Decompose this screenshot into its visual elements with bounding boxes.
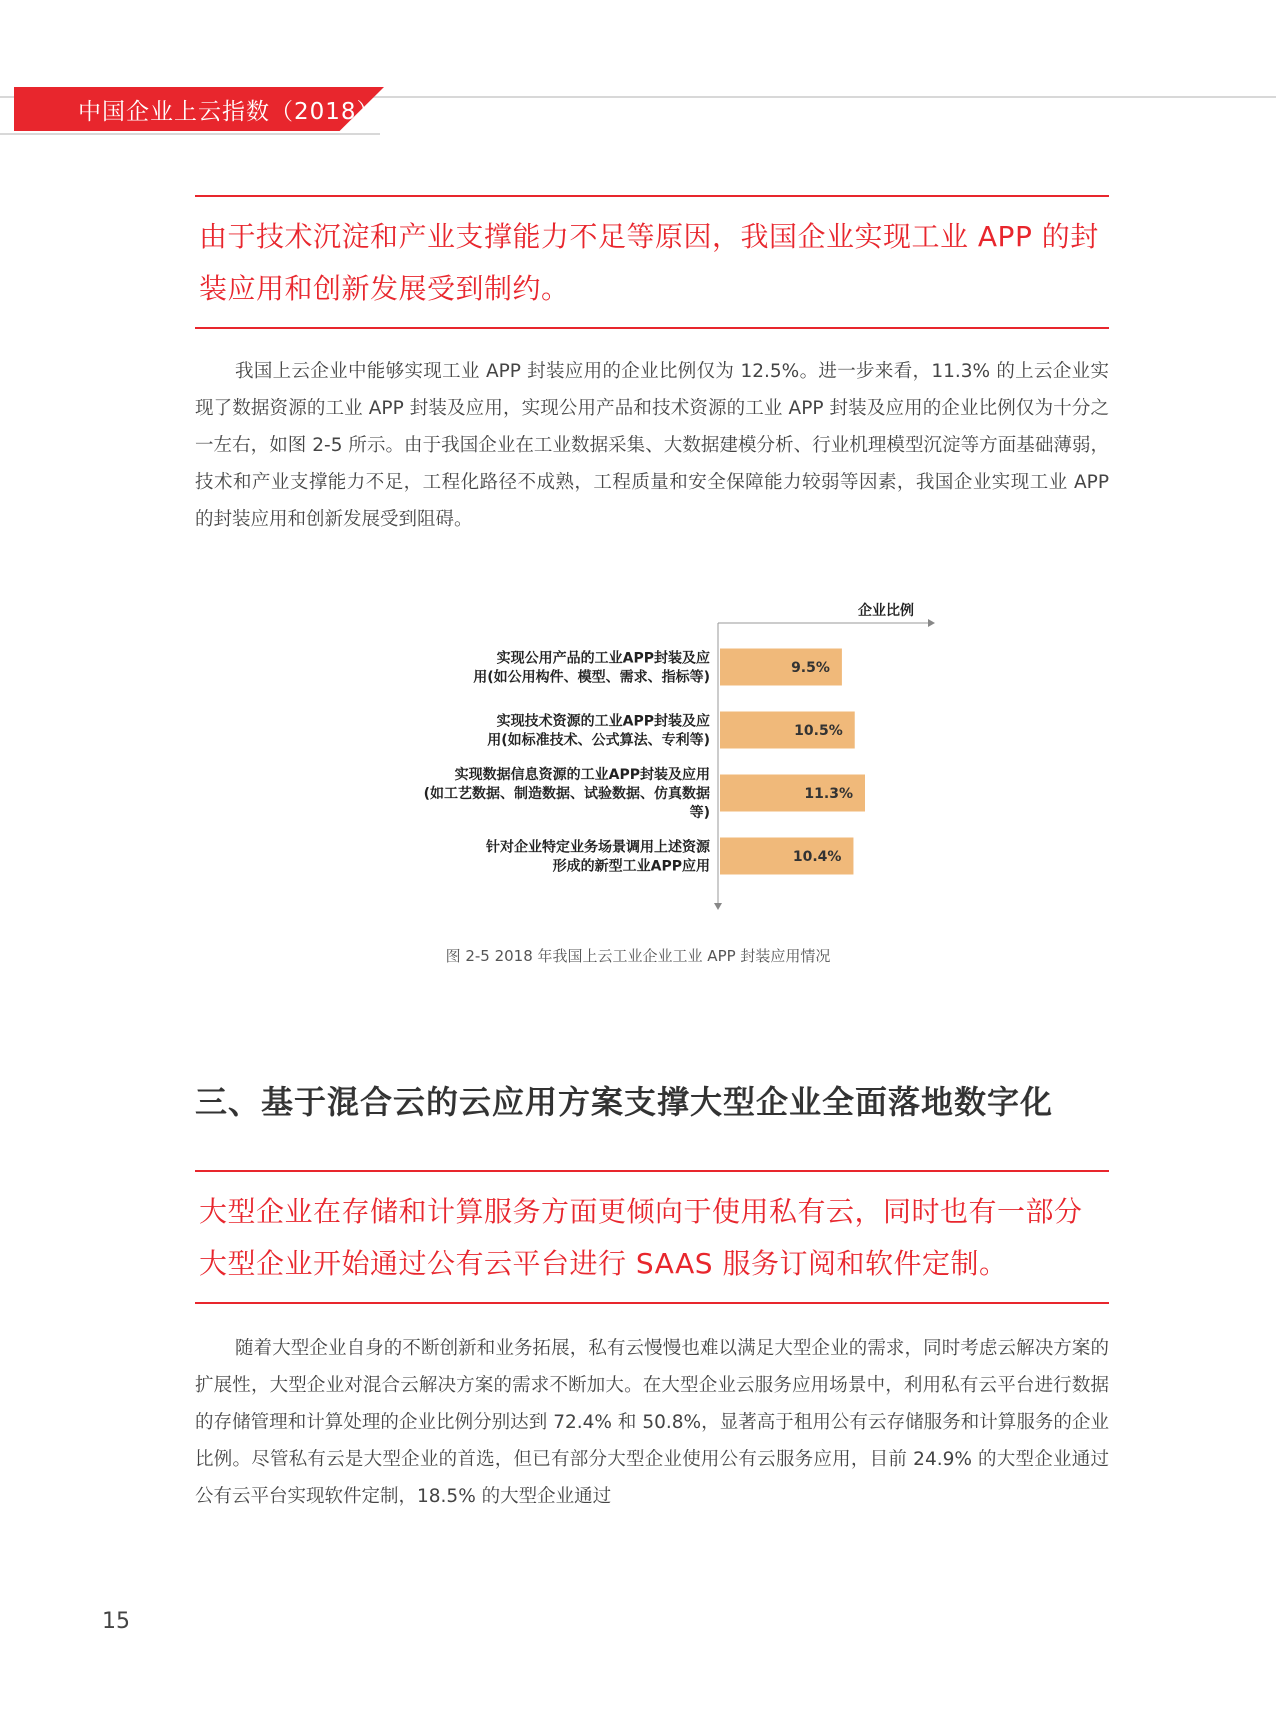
paragraph-text-2: 随着大型企业自身的不断创新和业务拓展，私有云慢慢也难以满足大型企业的需求，同时考虑云解决方案的扩展性，大型企业对混合云解决方案的需求不断加大。在大型企业云服务应用场景中，利用私有云平台进行数据的存储管理和计算处理的企业比例分别达到 72.4% 和 50.8%，显著高于租用公有云存储服务和计算服务的企业比例。尽管私有云是大型企业的首选，但已有部分大型企业使用公有云服务应用，目前 24.9% 的大型企业通过公有云平台实现软件定制，18.5% 的大型企业通过	[195, 1338, 1109, 1507]
y-axis-arrow	[714, 903, 722, 910]
bar-value-label-2: 10.5%	[794, 723, 843, 739]
category-label-2-line-2: 用(如标准技术、公式算法、专利等)	[487, 732, 710, 749]
bar-value-label-3: 11.3%	[804, 786, 853, 802]
callout-text-2: 大型企业在存储和计算服务方面更倾向于使用私有云，同时也有一部分大型企业开始通过公有云平台进行 SAAS 服务订阅和软件定制。	[199, 1195, 1083, 1280]
bar-value-label-4: 10.4%	[792, 849, 842, 865]
page-number: 15	[102, 1609, 130, 1634]
bar-chart	[360, 595, 980, 915]
chart-svg	[360, 595, 980, 915]
category-label-3-line-2: (如工艺数据、制造数据、试验数据、仿真数据	[423, 786, 710, 802]
category-label-2-line-1: 实现技术资源的工业APP封装及应	[496, 713, 710, 730]
header-title: 中国企业上云指数（2018）	[78, 99, 381, 125]
category-label-1-line-2: 用(如公用构件、模型、需求、指标等)	[473, 669, 710, 686]
bar-value-label-1: 9.5%	[791, 660, 830, 676]
category-label-3-line-3: 等)	[689, 805, 710, 821]
callout-box-1	[195, 195, 1109, 329]
paragraph-text-1: 我国上云企业中能够实现工业 APP 封装应用的企业比例仅为 12.5%。进一步来看，11.3% 的上云企业实现了数据资源的工业 APP 封装及应用，实现公用产品和技术资源的工业 APP 封装及应用的企业比例仅为十分之一左右，如图 2-5 所示。由于我国企业在工业数据采集、大数据建模分析、行业机理模型沉淀等方面基础薄弱，技术和产业支撑能力不足，工程化路径不成熟，工程质量和安全保障能力较弱等因素，我国企业实现工业 APP 的封装应用和创新发展受到阻碍。	[195, 361, 1109, 530]
category-label-3-line-1: 实现数据信息资源的工业APP封装及应用	[454, 767, 710, 783]
header-rule-lower	[0, 133, 380, 135]
category-label-4-line-2: 形成的新型工业APP应用	[552, 858, 710, 875]
body-paragraph-2	[195, 1330, 1109, 1515]
axis-label: 企业比例	[858, 603, 914, 619]
category-label-4-line-1: 针对企业特定业务场景调用上述资源	[486, 839, 710, 856]
callout-box-2	[195, 1170, 1109, 1304]
x-axis-arrow	[928, 619, 935, 627]
callout-text-1: 由于技术沉淀和产业支撑能力不足等原因，我国企业实现工业 APP 的封装应用和创新发展受到制约。	[199, 220, 1099, 305]
category-label-1-line-1: 实现公用产品的工业APP封装及应	[496, 650, 710, 667]
body-paragraph-1	[195, 353, 1109, 538]
section-title: 三、基于混合云的云应用方案支撑大型企业全面落地数字化	[195, 1083, 1054, 1121]
figure-caption: 图 2-5 2018 年我国上云工业企业工业 APP 封装应用情况	[445, 947, 831, 965]
